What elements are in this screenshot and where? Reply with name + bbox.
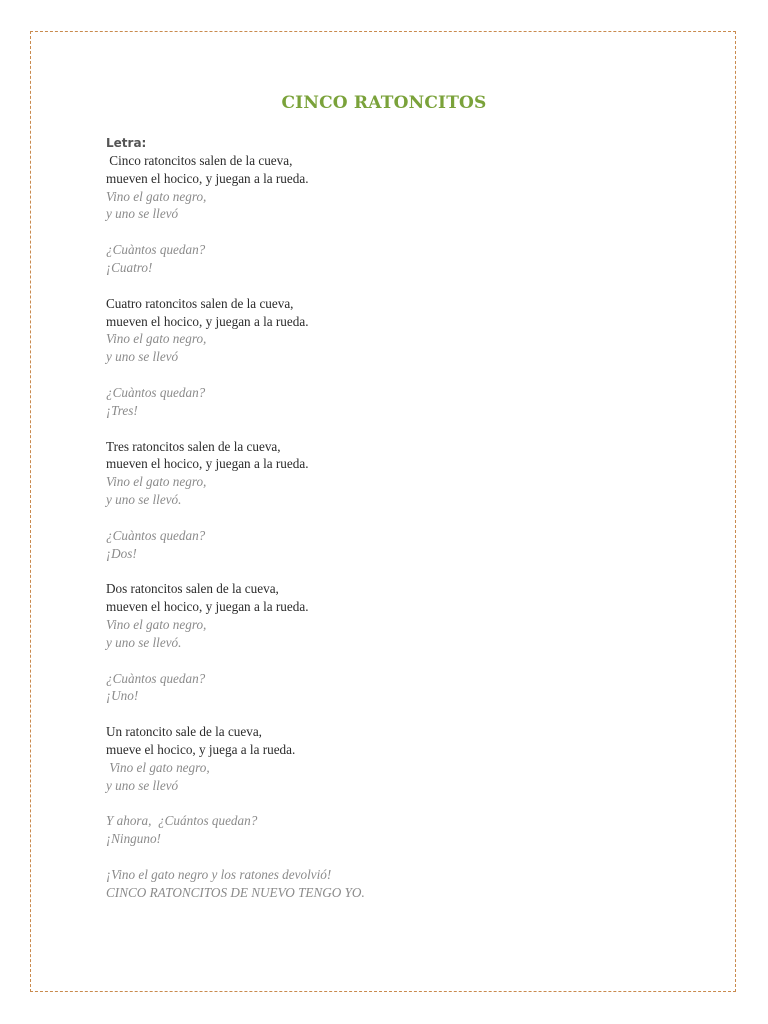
lyric-line: ¿Cuàntos quedan? [106,242,206,258]
lyric-line: ¿Cuàntos quedan? [106,527,206,543]
lyric-line: ¿Cuàntos quedan? [106,670,206,686]
lyric-line: Vino el gato negro, [106,331,207,347]
lyric-line: y uno se llevó. [106,491,182,507]
stanza [106,152,666,223]
lyric-line: ¿Cuàntos quedan? [106,384,206,400]
document-title: CINCO RATONCITOS [281,93,487,113]
stanza [106,241,666,277]
lyric-line: ¡Tres! [106,402,138,418]
lyric-line: Vino el gato negro, [106,474,207,490]
lyric-line: mueven el hocico, y juegan a la rueda. [106,170,309,186]
lyric-line: Un ratoncito sale de la cueva, [106,724,262,740]
lyric-line: CINCO RATONCITOS DE NUEVO TENGO YO. [106,884,365,900]
lyric-line: y uno se llevó [106,777,179,793]
lyric-line: ¡Vino el gato negro y los ratones devolvió! [106,866,332,882]
stanza [106,438,666,509]
lyric-line: Cuatro ratoncitos salen de la cueva, [106,295,294,311]
lyric-line: Vino el gato negro, [106,759,210,775]
stanza [106,580,666,651]
lyric-line: Dos ratoncitos salen de la cueva, [106,581,279,597]
lyric-line: ¡Ninguno! [106,831,161,847]
lyrics-label: Letra: [106,136,147,150]
lyric-line: mueven el hocico, y juegan a la rueda. [106,313,309,329]
stanza [106,866,666,902]
stanza [106,384,666,420]
lyric-line: ¡Cuatro! [106,259,153,275]
lyric-line: Vino el gato negro, [106,616,207,632]
lyric-line: ¡Dos! [106,545,137,561]
lyrics-body [106,134,666,920]
lyric-line: Y ahora, ¿Cuántos quedan? [106,813,258,829]
lyric-line: mueven el hocico, y juegan a la rueda. [106,599,309,615]
stanza [106,527,666,563]
lyric-line: Tres ratoncitos salen de la cueva, [106,438,281,454]
stanza [106,812,666,848]
lyric-line: y uno se llevó [106,349,179,365]
lyric-line: Vino el gato negro, [106,188,207,204]
lyric-line: ¡Uno! [106,688,139,704]
stanza [106,670,666,706]
stanza-list [106,152,666,902]
stanza [106,295,666,366]
stanza [106,723,666,794]
lyric-line: y uno se llevó. [106,634,182,650]
lyric-line: mueve el hocico, y juega a la rueda. [106,741,296,757]
lyric-line: Cinco ratoncitos salen de la cueva, [106,153,293,168]
lyric-line: y uno se llevó [106,206,179,222]
lyric-line: mueven el hocico, y juegan a la rueda. [106,456,309,472]
